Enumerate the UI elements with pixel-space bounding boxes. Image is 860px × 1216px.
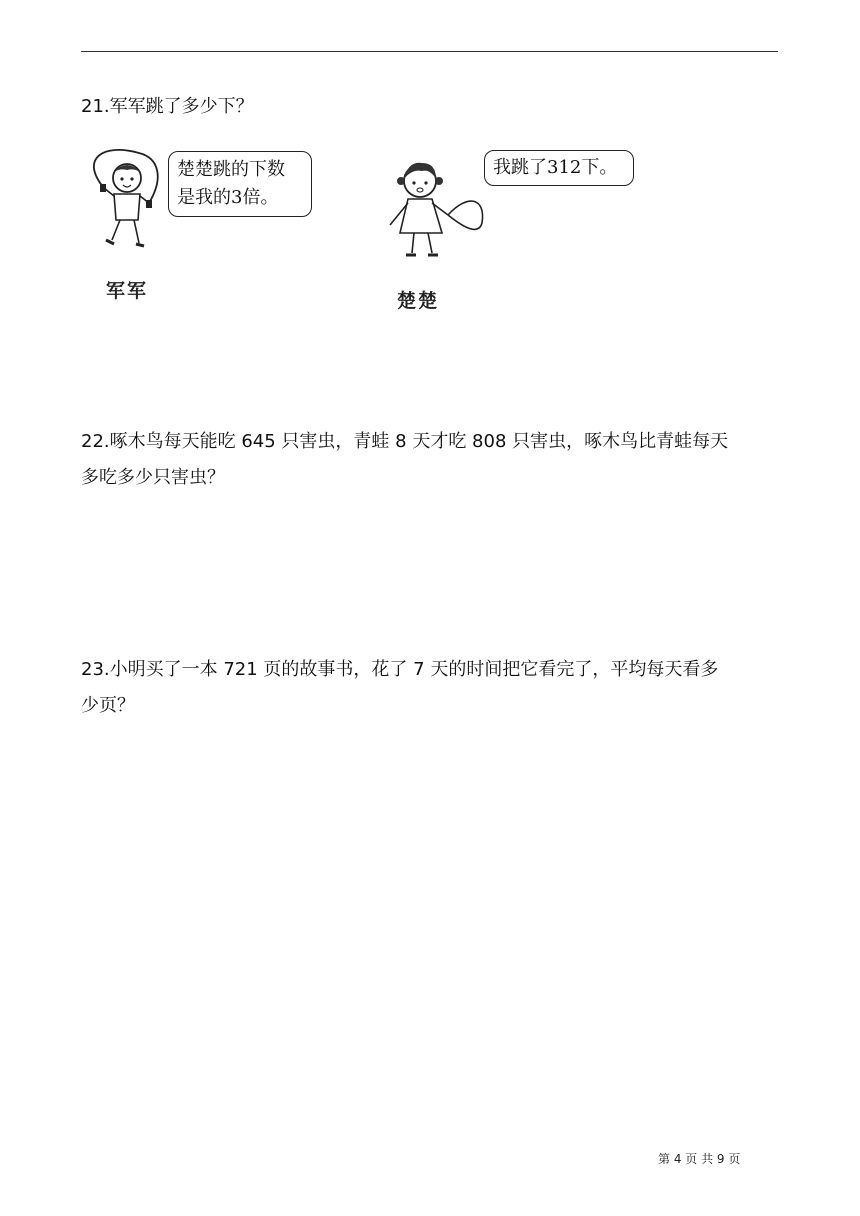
question-21	[81, 89, 781, 125]
boy-speech-bubble	[168, 151, 312, 217]
question-22-line1: 22.啄木鸟每天能吃 645 只害虫，青蛙 8 天才吃 808 只害虫，啄木鸟比青蛙每天	[81, 431, 729, 452]
girl-jumping-rope-illustration	[378, 153, 488, 273]
page-footer: 第 4 页 共 9 页	[658, 1152, 741, 1166]
question-22	[81, 424, 781, 496]
girl-speech-text: 我跳了312下。	[493, 157, 618, 178]
girl-speech-bubble	[484, 150, 634, 186]
question-21-text: 21.军军跳了多少下？	[81, 96, 254, 117]
question-23-line1: 23.小明买了一本 721 页的故事书，花了 7 天的时间把它看完了，平均每天看多	[81, 659, 719, 680]
boy-speech-line1: 楚楚跳的下数	[177, 159, 285, 180]
question-23	[81, 652, 781, 724]
question-23-line2: 少页？	[81, 695, 135, 716]
header-rule	[81, 51, 778, 52]
girl-name-label: 楚楚	[397, 290, 440, 312]
boy-speech-line2: 是我的3倍。	[177, 187, 279, 208]
boy-name-label: 军军	[106, 280, 149, 302]
boy-jumping-rope-illustration	[84, 148, 174, 268]
question-22-line2: 多吃多少只害虫？	[81, 467, 225, 488]
